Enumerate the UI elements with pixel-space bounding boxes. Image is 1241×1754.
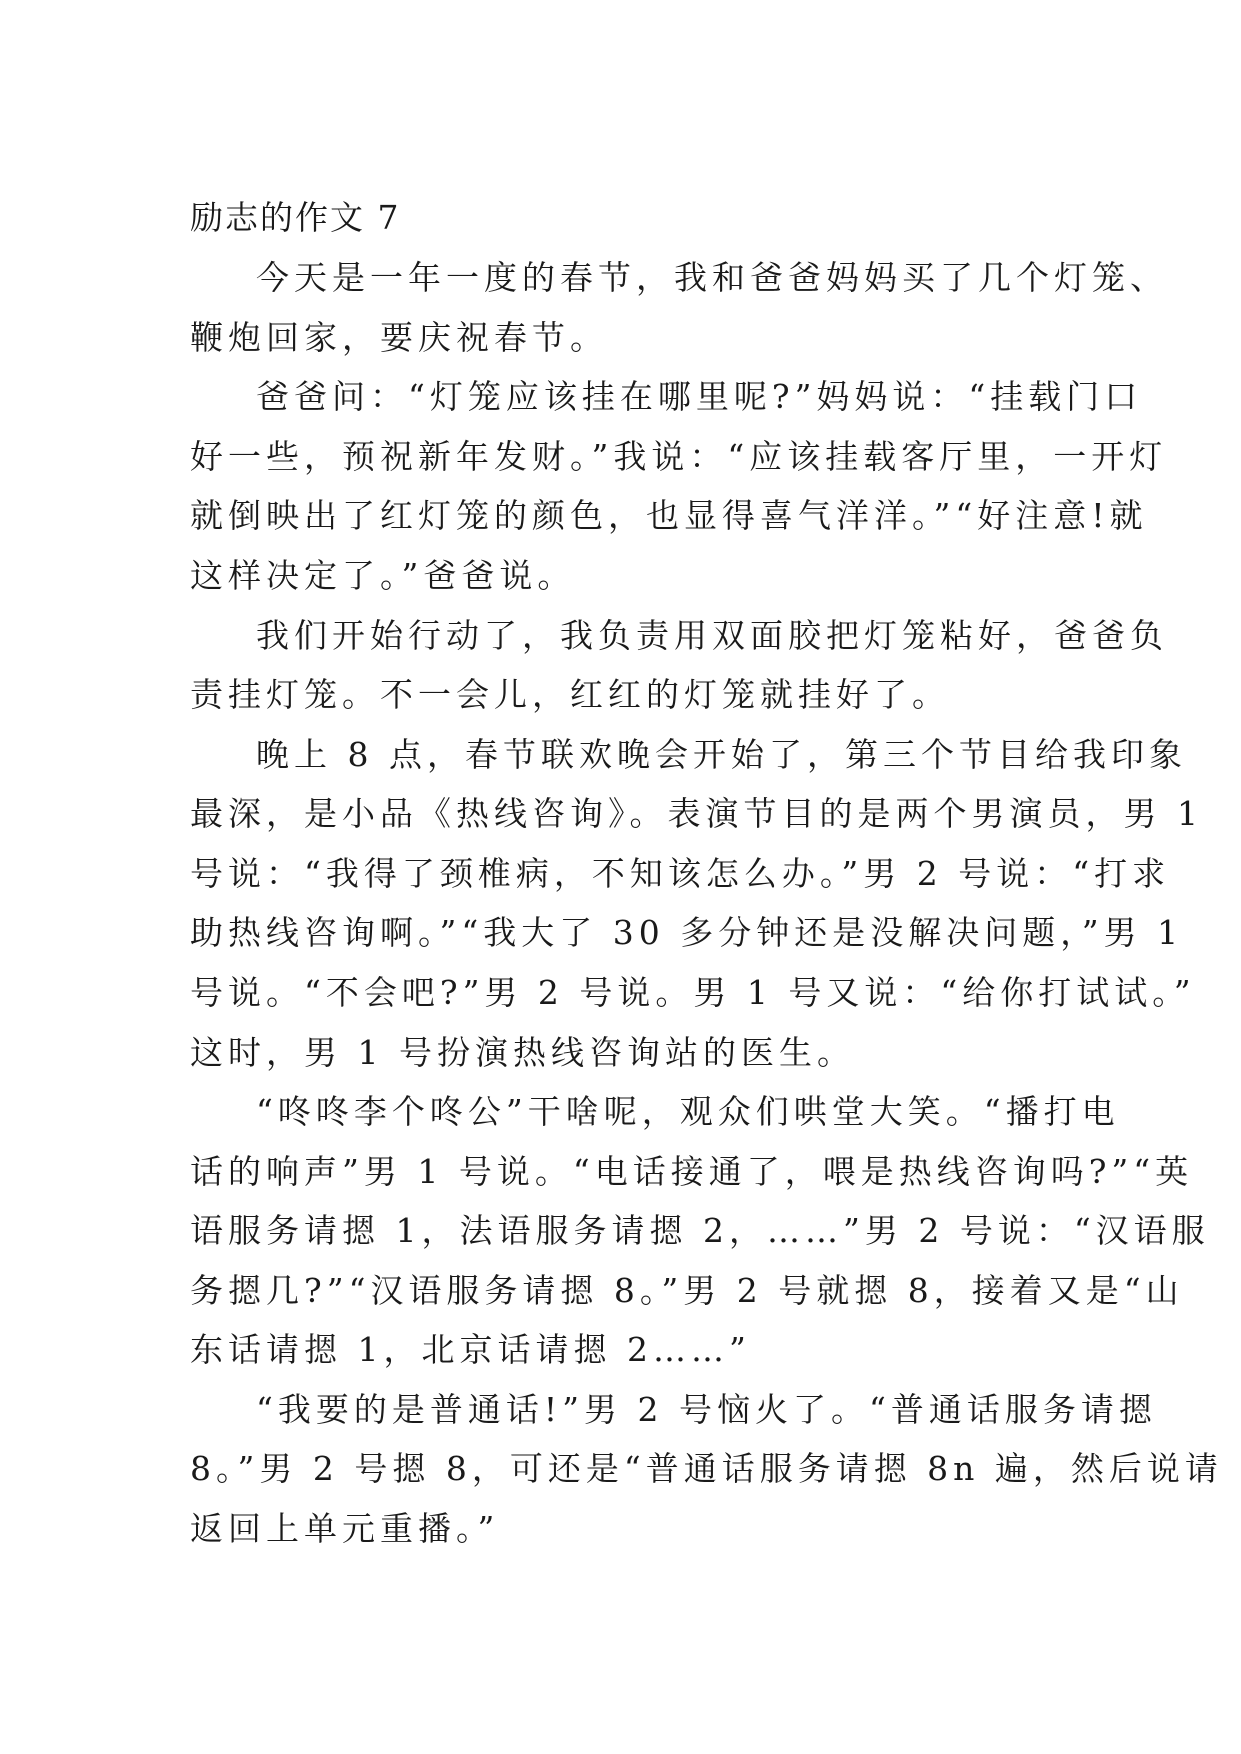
paragraph-line: 8。”男 2 号摁 8，可还是“普通话服务请摁 8n 遍，然后说请 (190, 1449, 1223, 1488)
paragraph-line: 晚上 8 点，春节联欢晚会开始了，第三个节目给我印象 (256, 735, 1187, 774)
paragraph-line: 语服务请摁 1，法语服务请摁 2，……”男 2 号说：“汉语服 (190, 1211, 1210, 1250)
paragraph-line: 今天是一年一度的春节，我和爸爸妈妈买了几个灯笼、 (256, 258, 1168, 297)
paragraph-line: 责挂灯笼。不一会儿，红红的灯笼就挂好了。 (190, 675, 950, 714)
paragraph-line: 东话请摁 1，北京话请摁 2……” (190, 1330, 751, 1369)
paragraph-line: 务摁几?”“汉语服务请摁 8。”男 2 号就摁 8，接着又是“山 (190, 1271, 1184, 1310)
paragraph-line: 返回上单元重播。” (190, 1509, 500, 1548)
paragraph-line: 号说：“我得了颈椎病，不知该怎么办。”男 2 号说：“打求 (190, 854, 1171, 893)
paragraph-line: 号说。“不会吧?”男 2 号说。男 1 号又说：“给你打试试。” (190, 973, 1196, 1012)
paragraph-line: 鞭炮回家，要庆祝春节。 (190, 318, 608, 357)
paragraph-line: 好一些，预祝新年发财。”我说：“应该挂载客厅里，一开灯 (190, 437, 1168, 476)
paragraph-line: 这时，男 1 号扮演热线咨询站的医生。 (190, 1033, 855, 1072)
paragraph-line: 这样决定了。”爸爸说。 (190, 556, 576, 595)
document-title: 励志的作文 7 (190, 198, 401, 237)
paragraph-line: “咚咚李个咚公”干啥呢，观众们哄堂大笑。“播打电 (256, 1092, 1120, 1131)
paragraph-line: 话的响声”男 1 号说。“电话接通了，喂是热线咨询吗?”“英 (190, 1152, 1194, 1191)
paragraph-line: 爸爸问：“灯笼应该挂在哪里呢?”妈妈说：“挂载门口 (256, 377, 1143, 416)
paragraph-line: 就倒映出了红灯笼的颜色，也显得喜气洋洋。”“好注意!就 (190, 496, 1148, 535)
paragraph-line: 助热线咨询啊。”“我大了 30 多分钟还是没解决问题，”男 1 (190, 913, 1184, 952)
paragraph-line: 我们开始行动了，我负责用双面胶把灯笼粘好，爸爸负 (256, 616, 1168, 655)
paragraph-line: 最深，是小品《热线咨询》。表演节目的是两个男演员，男 1 (190, 794, 1203, 833)
paragraph-line: “我要的是普通话!”男 2 号恼火了。“普通话服务请摁 (256, 1390, 1157, 1429)
